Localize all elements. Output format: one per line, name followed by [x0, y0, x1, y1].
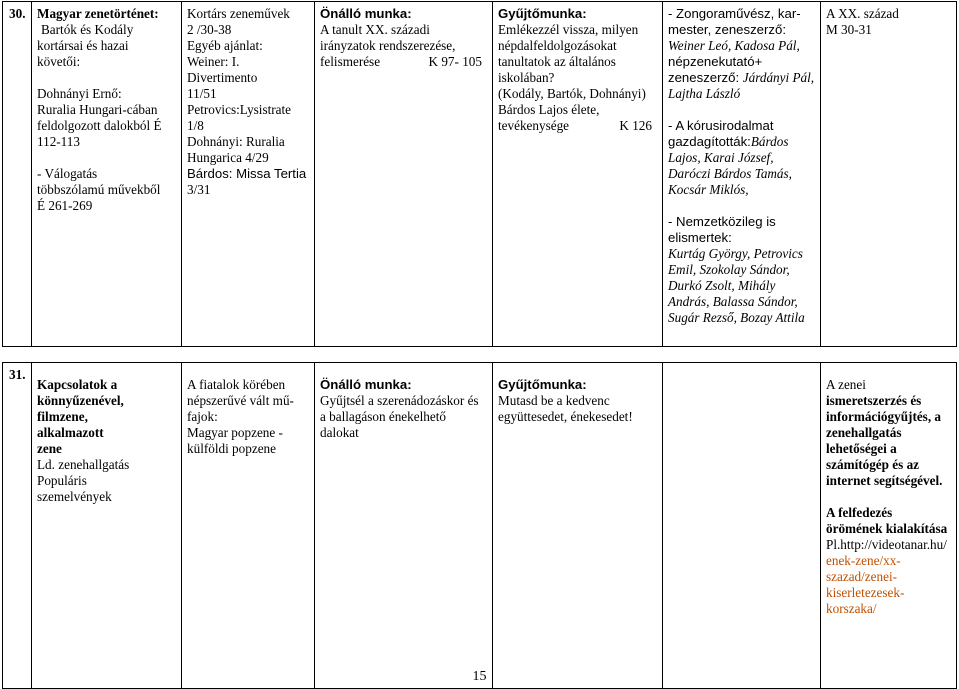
row-number: 31. [3, 363, 32, 689]
collect-cell: Gyűjtőmunka: Emlékezzél vissza, milyen népdalfeldolgozásokat tanultatok az általános iskolában? (Kodály, Bartók, Dohnányi) Bárdos Lajos élete, tevékenysége K 126 [493, 2, 663, 347]
composers-cell: - Zongoraművész, kar- mester, zeneszerző: Weiner Leó, Kadosa Pál, népzenekutató+ zeneszerző: Járdányi Pál, Lajtha László - A kórusirodalmat gazdagították:Bárdos Lajos, Karai József, Daróczi Bárdos Tamás, Kocsár Miklós, - Nemzetközileg is elismertek: Kurtág György, Petrovics Emil, Szokolay Sándor, Durkó Zsolt, Mihály András, Balassa Sándor, Sugár Rezső, Bozay Attila [663, 2, 821, 347]
task-cell: Önálló munka: A tanult XX. századi irányzatok rendszerezése, felismerése K 97- 105 [315, 2, 493, 347]
task-cell: Önálló munka: Gyűjtsél a szerenádozáskor és a ballagáson énekelhető dalokat [315, 363, 493, 689]
topic-cell: Magyar zenetörténet: Bartók és Kodály kortársai és hazai követői: Dohnányi Ernő: Ruralia Hungari-cában feldolgozott dalokból É 112-113 - Válogatás többszólamú művekből É 261-269 [32, 2, 182, 347]
collect-cell: Gyűjtőmunka: Mutasd be a kedvenc együttesedet, énekesedet! [493, 363, 663, 689]
empty-cell [663, 363, 821, 689]
page-number: 15 [472, 669, 487, 684]
topic-cell: Kapcsolatok a könnyűzenével, filmzene, alkalmazott zene Ld. zenehallgatás Populáris szemelvények [32, 363, 182, 689]
listening-cell: A fiatalok körében népszerűvé vált mű- fajok: Magyar popzene - külföldi popzene [182, 363, 315, 689]
century-cell: A XX. század M 30-31 [821, 2, 957, 347]
video-link[interactable]: Pl.http://videotanar.hu/ [826, 537, 947, 552]
listening-cell: Kortárs zeneművek 2 /30-38 Egyéb ajánlat: Weiner: I. Divertimento 11/51 Petrovics:Lysistrate 1/8 Dohnányi: Ruralia Hungarica 4/29 Bárdos: Missa Tertia 3/31 [182, 2, 315, 347]
info-cell: A zenei ismeretszerzés és információgyűjtés, a zenehallgatás lehetőségei a számítógép és az internet segítségével. A felfedezés örömének kialakítása Pl.http://videotanar.hu/ enek-zene/xx- szazad/zenei- kiserletezesek- korszaka/ [821, 363, 957, 689]
row-number: 30. [3, 2, 32, 347]
lesson-table-row-30 [2, 1, 957, 347]
lesson-table-row-31 [2, 362, 957, 689]
